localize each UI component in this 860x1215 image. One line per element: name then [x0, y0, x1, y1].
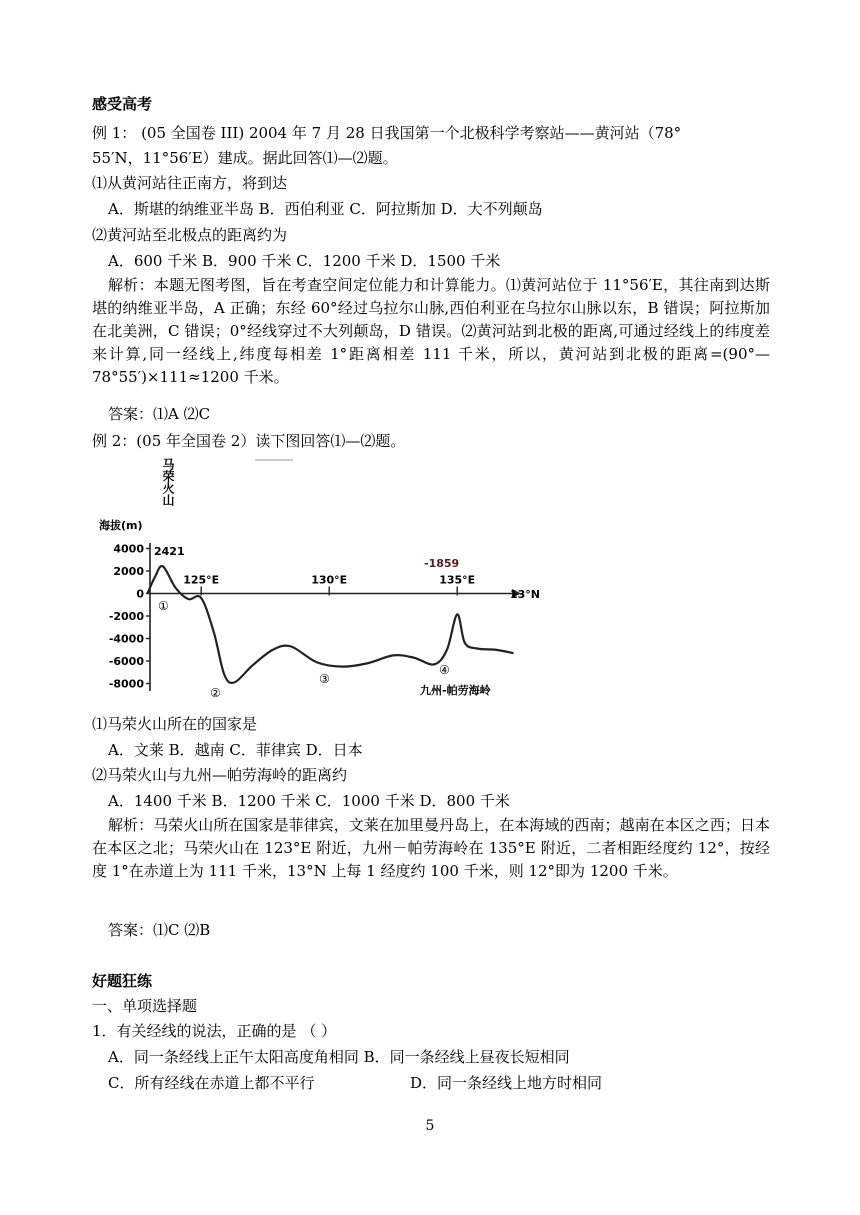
example2-answer: 答案：⑴C ⑵B	[108, 921, 211, 939]
volcano-label: 马荣火山	[161, 458, 175, 506]
y-ticks	[109, 543, 150, 691]
ridge-name-label: 九州-帕劳海岭	[420, 684, 491, 697]
y-tick-label: 4000	[113, 542, 144, 556]
y-axis-label: 海拔(m)	[99, 519, 143, 532]
x-tick-label: 130°E	[311, 573, 348, 587]
example1-question1-options: A．斯堪的纳维亚半岛 B．西伯利亚 C．阿拉斯加 D．大不列颠岛	[108, 200, 543, 218]
example2-question2-options: A．1400 千米 B．1200 千米 C．1000 千米 D．800 千米	[108, 792, 510, 810]
example2-question1-options: A．文莱 B．越南 C．菲律宾 D．日本	[108, 741, 363, 759]
question1-option-c: C．所有经线在赤道上都不平行	[108, 1074, 315, 1092]
marker-4: ④	[439, 663, 450, 677]
question1-options-ab: A．同一条经线上正午太阳高度角相同 B．同一条经线上昼夜长短相同	[108, 1048, 570, 1066]
seafloor-profile-chart	[97, 458, 542, 706]
example1-intro-line1: 例 1： (05 全国卷 III) 2004 年 7 月 28 日我国第一个北极科学考察站——黄河站（78°	[92, 124, 682, 142]
marker-1: ①	[158, 599, 169, 613]
ridge-peak-label: -1859	[424, 557, 460, 570]
page-number: 5	[425, 1118, 435, 1134]
example1-intro-line2: 55′N，11°56′E）建成。据此回答⑴—⑵题。	[92, 149, 398, 167]
example1-question1: ⑴从黄河站往正南方，将到达	[92, 174, 288, 192]
section-title-haoti: 好题狂练	[92, 972, 153, 990]
example1-analysis: 解析：本题无图考图，旨在考查空间定位能力和计算能力。⑴黄河站位于 11°56′E，其往南到达斯堪的纳维亚半岛，A 正确；东经 60°经过乌拉尔山脉,西伯利亚在乌拉尔山脉以东，B 错误；阿拉斯加在北美洲，C 错误；0°经线穿过不大列颠岛，D 错误。⑵黄河站到北极的距离,可通过经线上的纬度差来计算,同一经线上,纬度每相差 1°距离相差 111 千米，所以，黄河站到北极的距离=(90°—78°55′)×111≈1200 千米。	[92, 276, 770, 386]
question1-stem: 1．有关经线的说法，正确的是 （ ）	[92, 1022, 337, 1040]
y-tick-label: 0	[136, 587, 144, 601]
section-title-gankao: 感受高考	[92, 95, 153, 113]
example1-question2: ⑵黄河站至北极点的距离约为	[92, 226, 288, 244]
y-tick-label: -4000	[108, 632, 144, 646]
example1-answer: 答案：⑴A ⑵C	[108, 405, 211, 423]
y-tick-label: 2000	[113, 565, 144, 578]
y-tick-label: -8000	[108, 677, 144, 691]
marker-3: ③	[319, 672, 330, 686]
section-subtitle: 一、单项选择题	[92, 997, 198, 1015]
example2-intro: 例 2：(05 年全国卷 2）读下图回答⑴—⑵题。	[92, 432, 406, 450]
y-tick-label: -2000	[108, 610, 144, 623]
latitude-label: 13°N	[510, 588, 541, 601]
y-tick-label: -6000	[108, 655, 144, 668]
example2-question1: ⑴马荣火山所在的国家是	[92, 715, 258, 733]
example2-question2: ⑵马荣火山与九州—帕劳海岭的距离约	[92, 766, 348, 784]
question1-option-d: D．同一条经线上地方时相同	[410, 1074, 603, 1092]
marker-2: ②	[210, 686, 221, 700]
x-tick-label: 125°E	[183, 573, 220, 587]
example1-question2-options: A．600 千米 B．900 千米 C．1200 千米 D．1500 千米	[108, 252, 501, 270]
x-tick-label: 135°E	[439, 573, 476, 587]
x-ticks	[183, 574, 475, 596]
peak-label: 2421	[154, 545, 185, 558]
example2-analysis: 解析：马荣火山所在国家是菲律宾，文莱在加里曼丹岛上，在本海域的西南；越南在本区之西；日本在本区之北；马荣火山在 123°E 附近，九州－帕劳海岭在 135°E 附近，二者相距经度约 12°，按经度 1°在赤道上为 111 千米，13°N 上每 1 经度约 100 千米，则 12°即为 1200 千米。	[92, 816, 770, 880]
